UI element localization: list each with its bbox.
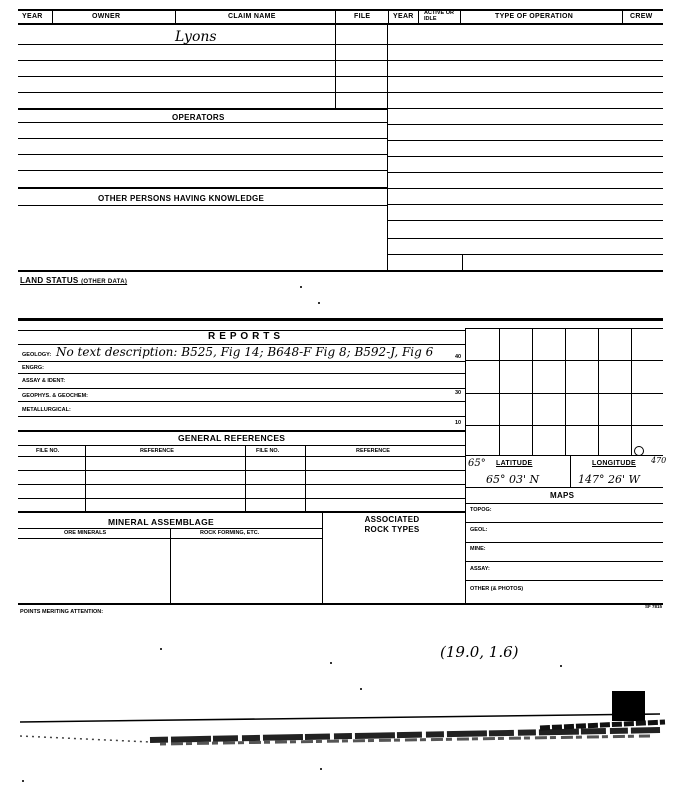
- ref-col-file-no-2: FILE NO.: [256, 448, 280, 454]
- land-status-divider: [18, 318, 663, 321]
- other-persons-title: OTHER PERSONS HAVING KNOWLEDGE: [98, 194, 265, 203]
- longitude-note: 470: [651, 456, 667, 465]
- latitude-label: LATITUDE: [496, 460, 533, 467]
- circle-mark: [634, 446, 644, 456]
- maps-other: OTHER (& PHOTOS): [470, 586, 524, 592]
- claim-name-entry: Lyons: [175, 29, 217, 45]
- ref-col-reference-2: REFERENCE: [356, 448, 390, 454]
- speck: [360, 688, 362, 690]
- header-crew: CREW: [630, 13, 653, 20]
- land-status-sub: (OTHER DATA): [81, 279, 128, 285]
- header-active-or-idle: ACTIVE OR IDLE: [424, 10, 454, 22]
- header-file: FILE: [354, 13, 371, 20]
- longitude-label: LONGITUDE: [592, 460, 636, 467]
- geology-text: No text description: B525, Fig 14; B648-F Fig 8; B592-J, Fig 6: [56, 345, 434, 359]
- speck: [300, 286, 302, 288]
- header-claim-name: CLAIM NAME: [228, 13, 276, 20]
- mineral-assemblage-title: MINERAL ASSEMBLAGE: [108, 517, 214, 527]
- header-owner: OWNER: [92, 13, 121, 20]
- geophys-label: GEOPHYS. & GEOCHEM:: [22, 393, 89, 399]
- ore-minerals-header: ORE MINERALS: [64, 530, 107, 536]
- assay-code: 30: [455, 390, 462, 396]
- ref-col-reference-1: REFERENCE: [140, 448, 174, 454]
- points-meriting-attention: POINTS MERITING ATTENTION:: [20, 609, 104, 615]
- metallurgical-label: METALLURGICAL:: [22, 407, 71, 413]
- maps-mine: MINE:: [470, 546, 486, 552]
- rock-forming-header: ROCK FORMING, ETC.: [200, 530, 260, 536]
- general-references-title: GENERAL REFERENCES: [178, 433, 286, 443]
- speck: [318, 302, 320, 304]
- latitude-prefix: 65°: [468, 458, 486, 469]
- speck: [330, 662, 332, 664]
- header-year-2: YEAR: [393, 13, 414, 20]
- ref-col-file-no-1: FILE NO.: [36, 448, 60, 454]
- land-status-text: LAND STATUS: [20, 276, 79, 285]
- header-year: YEAR: [22, 13, 43, 20]
- speck: [320, 768, 322, 770]
- maps-topog: TOPOG:: [470, 507, 492, 513]
- maps-geol: GEOL:: [470, 527, 488, 533]
- maps-title: MAPS: [550, 491, 575, 500]
- land-status-label: [20, 276, 127, 285]
- engrg-label: ENGRG:: [22, 365, 44, 371]
- geology-label: GEOLOGY:: [22, 352, 52, 358]
- assay-label: ASSAY & IDENT:: [22, 378, 66, 384]
- associated-rock-types-title: ASSOCIATED ROCK TYPES: [364, 515, 420, 534]
- latitude-value: 65° 03' N: [486, 473, 540, 486]
- scan-noise-band: [0, 700, 678, 760]
- longitude-value: 147° 26' W: [578, 473, 640, 486]
- speck: [560, 665, 562, 667]
- reports-title: R E P O R T S: [208, 331, 281, 342]
- speck: [160, 648, 162, 650]
- maps-assay: ASSAY:: [470, 566, 490, 572]
- header-type-of-operation: TYPE OF OPERATION: [495, 13, 574, 20]
- operators-title: OPERATORS: [172, 113, 225, 122]
- speck: [22, 780, 24, 782]
- geology-code: 40: [455, 354, 462, 360]
- coordinates-note: (19.0, 1.6): [440, 643, 519, 661]
- form-number: SF 7815: [645, 604, 663, 609]
- metallurgical-code: 10: [455, 420, 462, 426]
